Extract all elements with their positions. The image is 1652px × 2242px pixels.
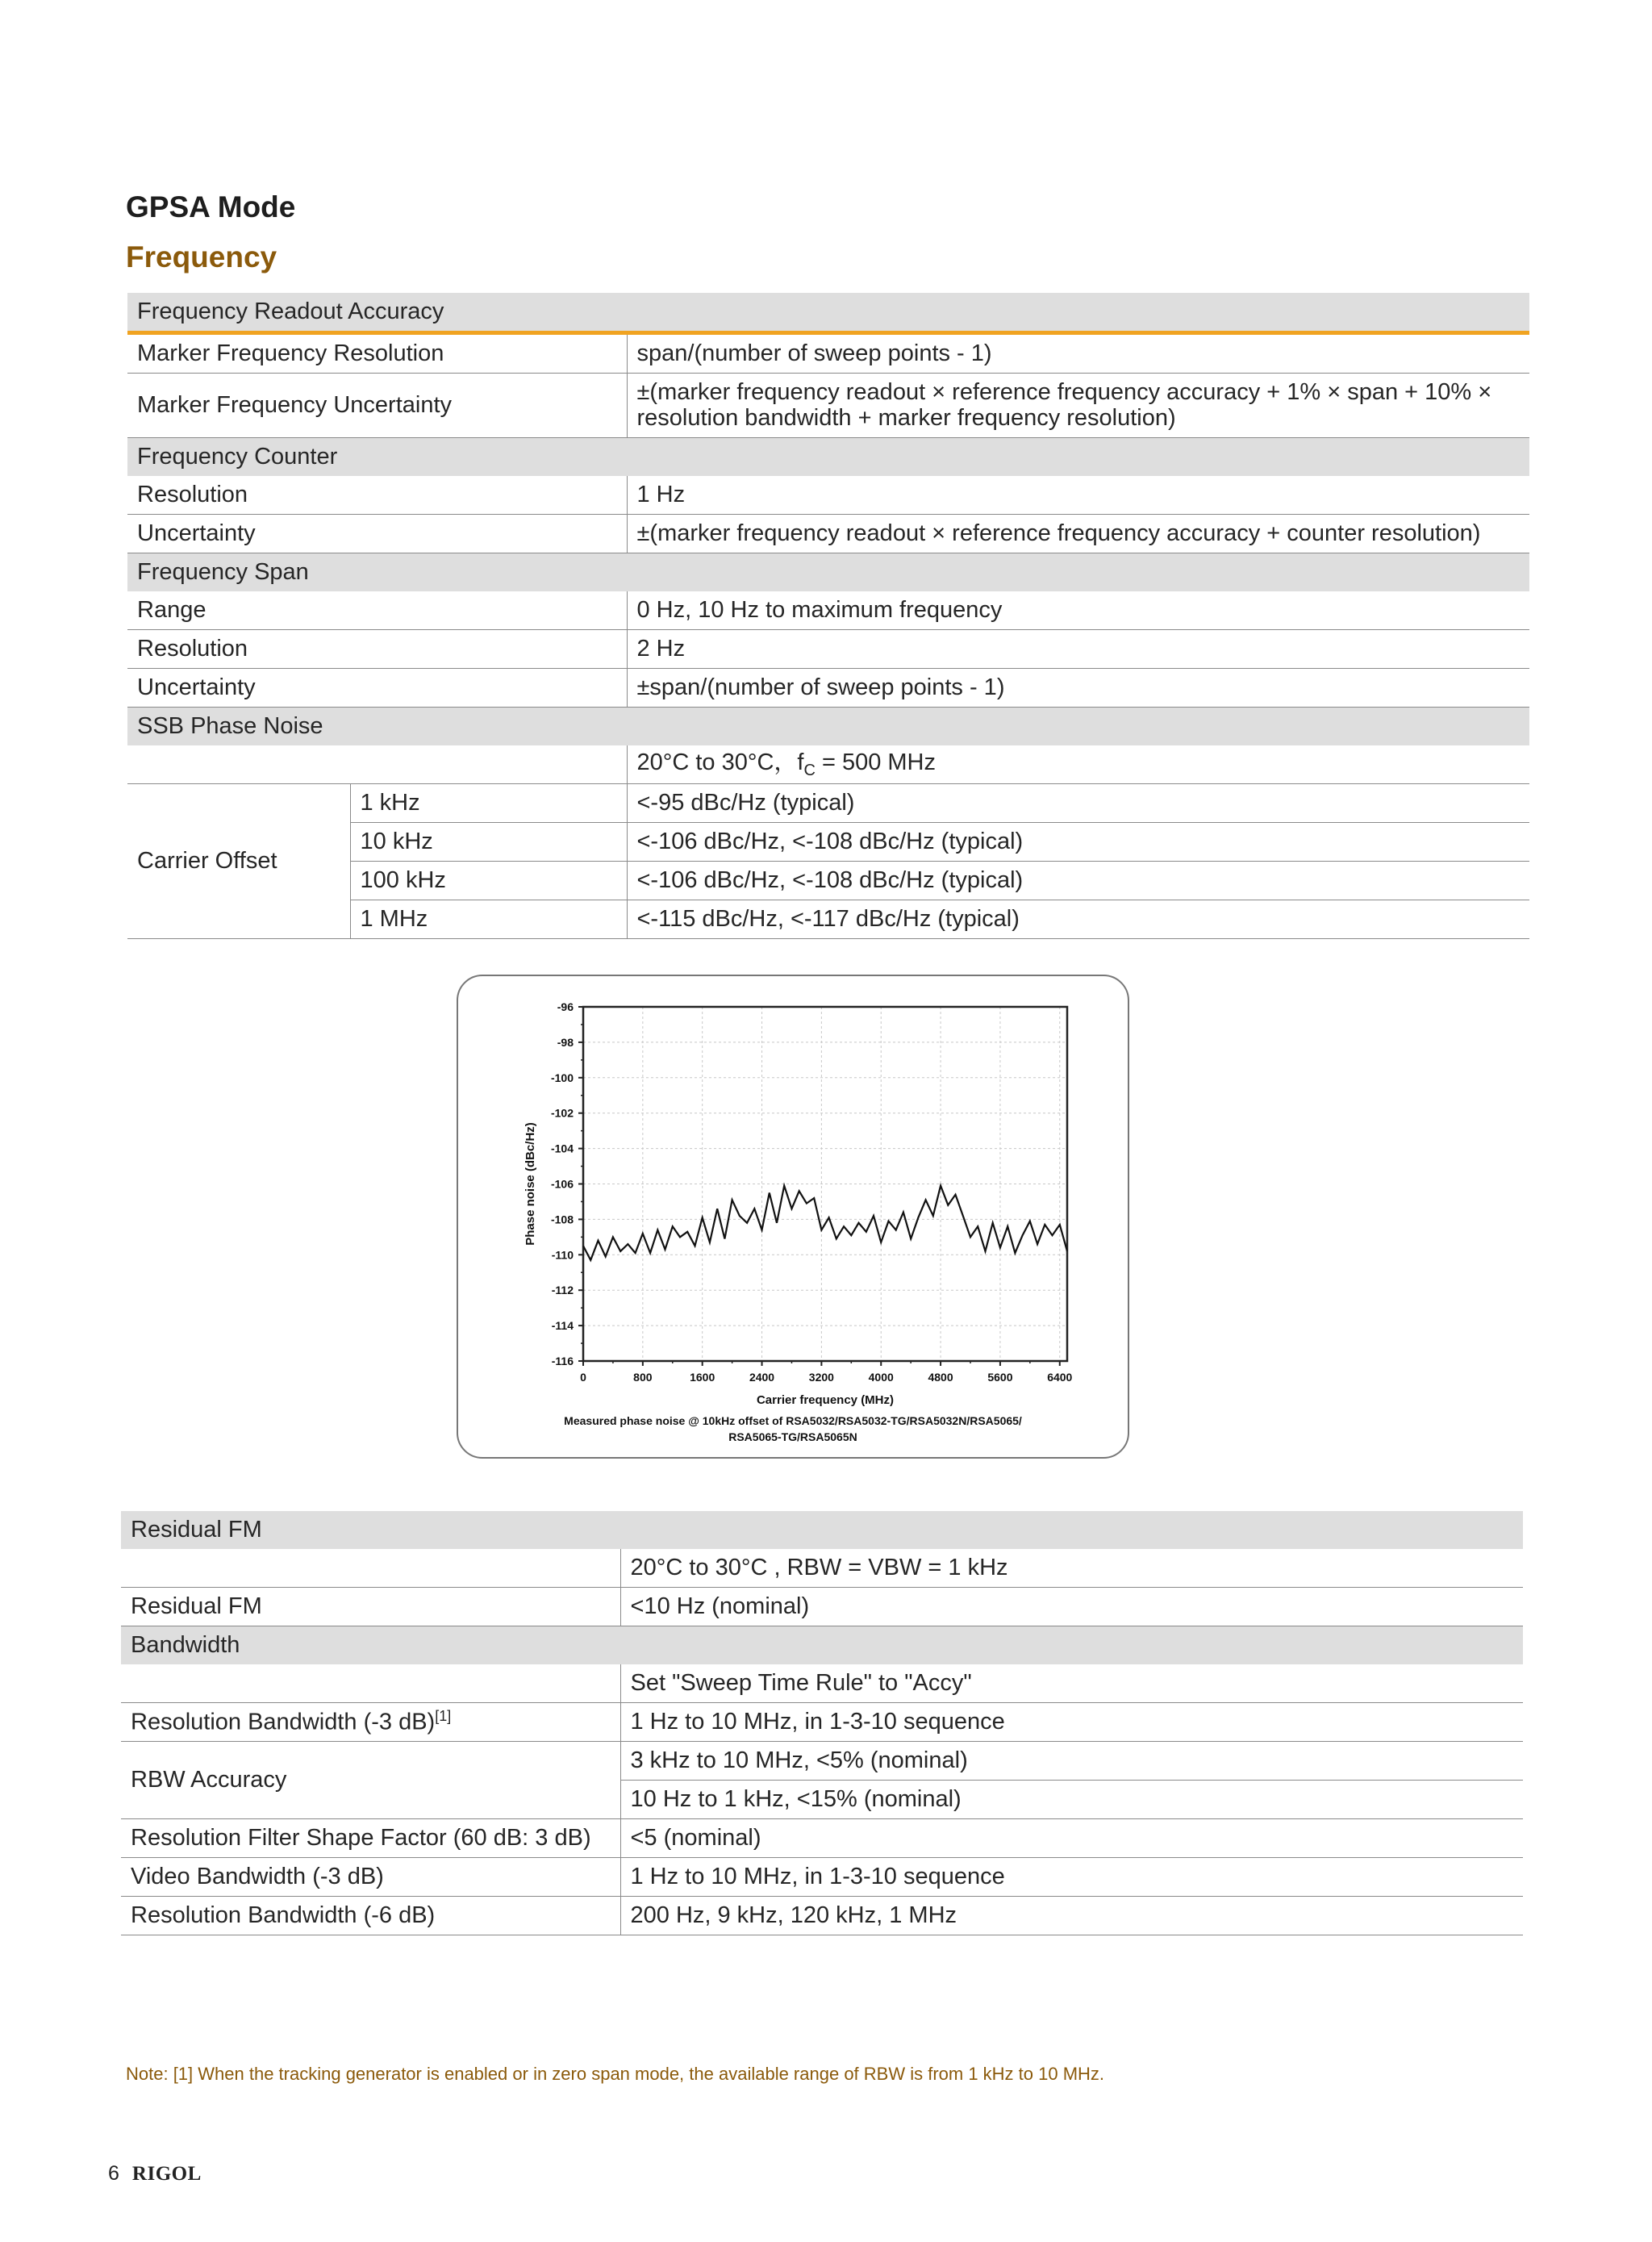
spec-value: <-115 dBc/Hz, <-117 dBc/Hz (typical)	[627, 900, 1529, 939]
spec-value-line: resolution bandwidth + marker frequency resolution)	[636, 404, 1176, 431]
table-row	[127, 745, 1529, 784]
spec-label: Residual FM	[121, 1588, 620, 1626]
spec-value	[627, 374, 1529, 438]
page-number: 6	[108, 2162, 119, 2185]
table-row	[127, 591, 1529, 630]
spec-value: 3 kHz to 10 MHz, <5% (nominal)	[620, 1742, 1523, 1781]
x-tick-label: 5600	[987, 1371, 1013, 1384]
section-label: Bandwidth	[121, 1626, 1523, 1665]
x-tick-label: 4800	[928, 1371, 953, 1384]
offset-label: 100 kHz	[350, 862, 627, 900]
spec-value-line: ±(marker frequency readout × reference frequency accuracy + 1% × span + 10% ×	[636, 378, 1492, 405]
y-tick-label: -110	[551, 1248, 574, 1262]
spec-value: <-106 dBc/Hz, <-108 dBc/Hz (typical)	[627, 823, 1529, 862]
chart-grid	[583, 1007, 1067, 1361]
x-axis-label: Carrier frequency (MHz)	[756, 1393, 895, 1407]
table-row	[121, 1588, 1523, 1626]
section-label: SSB Phase Noise	[127, 708, 1529, 746]
section-row-residual-fm	[121, 1511, 1523, 1549]
section-label: Frequency Counter	[127, 438, 1529, 477]
y-tick-label: -104	[550, 1142, 574, 1155]
spec-value: <10 Hz (nominal)	[620, 1588, 1523, 1626]
brand-logo: RIGOL	[131, 2163, 202, 2185]
footnote-ref: [1]	[435, 1707, 452, 1724]
spec-label: Range	[127, 591, 627, 630]
footnote: Note: [1] When the tracking generator is enabled or in zero span mode, the available range of RBW is from 1 kHz to 10 MHz.	[126, 2064, 1105, 2084]
spec-label-empty	[127, 745, 627, 784]
table-row	[121, 1897, 1523, 1935]
carrier-offset-label: Carrier Offset	[127, 784, 350, 939]
x-tick-label: 2400	[749, 1371, 775, 1384]
y-tick-label: -106	[550, 1177, 574, 1191]
table-row	[127, 374, 1529, 438]
section-label: Residual FM	[121, 1511, 1523, 1549]
series-line	[583, 1186, 1067, 1260]
section-row-frequency-readout	[127, 293, 1529, 333]
y-tick-label: -100	[550, 1071, 574, 1084]
y-tick-label: -114	[551, 1319, 574, 1333]
spec-label: Uncertainty	[127, 669, 627, 708]
y-axis-ticks	[551, 1000, 583, 1367]
table-row	[127, 333, 1529, 374]
spec-label: Resolution Bandwidth (-6 dB)	[121, 1897, 620, 1935]
x-axis-ticks	[580, 1361, 1072, 1384]
chart-caption: RSA5065-TG/RSA5065N	[728, 1430, 857, 1443]
spec-label-empty	[121, 1664, 620, 1703]
offset-label: 1 MHz	[350, 900, 627, 939]
table-row	[127, 784, 1529, 823]
phase-noise-chart	[458, 976, 1128, 1457]
table-row	[121, 1549, 1523, 1588]
spec-value: ±(marker frequency readout × reference frequency accuracy + counter resolution)	[627, 515, 1529, 553]
y-tick-label: -112	[551, 1284, 574, 1297]
section-row-ssb-phase-noise	[127, 708, 1529, 746]
page-heading: GPSA Mode	[126, 190, 296, 223]
table-row	[127, 515, 1529, 553]
spec-value: 10 Hz to 1 kHz, <15% (nominal)	[620, 1781, 1523, 1819]
spec-label: Resolution	[127, 476, 627, 515]
spec-value: 200 Hz, 9 kHz, 120 kHz, 1 MHz	[620, 1897, 1523, 1935]
spec-value: 0 Hz, 10 Hz to maximum frequency	[627, 591, 1529, 630]
section-label: Frequency Span	[127, 553, 1529, 592]
offset-label: 1 kHz	[350, 784, 627, 823]
x-tick-label: 4000	[868, 1371, 894, 1384]
spec-value: 1 Hz to 10 MHz, in 1-3-10 sequence	[620, 1703, 1523, 1742]
spec-value: <5 (nominal)	[620, 1819, 1523, 1858]
page-footer	[108, 2162, 202, 2186]
table-row	[121, 1858, 1523, 1897]
x-tick-label: 1600	[690, 1371, 715, 1384]
table-row	[121, 1703, 1523, 1742]
section-row-frequency-span	[127, 553, 1529, 592]
spec-label: Marker Frequency Uncertainty	[127, 374, 627, 438]
spec-value: span/(number of sweep points - 1)	[627, 333, 1529, 374]
y-tick-label: -96	[557, 1000, 574, 1013]
residual-bandwidth-spec-table	[121, 1511, 1523, 1935]
spec-value: ±span/(number of sweep points - 1)	[627, 669, 1529, 708]
y-axis-label: Phase noise (dBc/Hz)	[524, 1122, 537, 1246]
spec-label-text: Resolution Bandwidth (-3 dB)	[131, 1709, 436, 1735]
spec-label: Resolution Filter Shape Factor (60 dB: 3 dB)	[121, 1819, 620, 1858]
spec-value: 1 Hz	[627, 476, 1529, 515]
section-row-bandwidth	[121, 1626, 1523, 1665]
chart-caption: Measured phase noise @ 10kHz offset of RSA5032/RSA5032-TG/RSA5032N/RSA5065/	[564, 1414, 1022, 1427]
phase-noise-chart-frame	[457, 975, 1129, 1459]
y-tick-label: -108	[550, 1213, 574, 1226]
spec-label	[121, 1703, 620, 1742]
x-tick-label: 3200	[808, 1371, 834, 1384]
spec-condition: 20°C to 30°C , RBW = VBW = 1 kHz	[620, 1549, 1523, 1588]
spec-condition	[627, 745, 1529, 784]
condition-text: = 500 MHz	[815, 749, 936, 775]
table-row	[121, 1819, 1523, 1858]
table-row	[127, 476, 1529, 515]
spec-value: <-95 dBc/Hz (typical)	[627, 784, 1529, 823]
section-label: Frequency Readout Accuracy	[127, 293, 1529, 333]
condition-subscript: C	[803, 761, 816, 779]
table-row	[127, 630, 1529, 669]
spec-label: Resolution	[127, 630, 627, 669]
spec-value: <-106 dBc/Hz, <-108 dBc/Hz (typical)	[627, 862, 1529, 900]
spec-label: RBW Accuracy	[121, 1742, 620, 1819]
spec-label: Uncertainty	[127, 515, 627, 553]
spec-label-empty	[121, 1549, 620, 1588]
section-row-frequency-counter	[127, 438, 1529, 477]
condition-text: 20°C to 30°C，f	[636, 749, 804, 775]
x-tick-label: 6400	[1047, 1371, 1073, 1384]
x-tick-label: 800	[633, 1371, 653, 1384]
spec-value: 2 Hz	[627, 630, 1529, 669]
section-title: Frequency	[126, 240, 277, 273]
table-row	[121, 1664, 1523, 1703]
table-row	[127, 669, 1529, 708]
frequency-spec-table	[127, 293, 1529, 939]
offset-label: 10 kHz	[350, 823, 627, 862]
y-tick-label: -102	[550, 1106, 574, 1120]
spec-condition: Set "Sweep Time Rule" to "Accy"	[620, 1664, 1523, 1703]
table-row	[121, 1742, 1523, 1781]
x-tick-label: 0	[580, 1371, 586, 1384]
spec-label: Marker Frequency Resolution	[127, 333, 627, 374]
spec-value: 1 Hz to 10 MHz, in 1-3-10 sequence	[620, 1858, 1523, 1897]
y-tick-label: -116	[551, 1355, 574, 1367]
y-tick-label: -98	[557, 1035, 574, 1049]
spec-label: Video Bandwidth (-3 dB)	[121, 1858, 620, 1897]
